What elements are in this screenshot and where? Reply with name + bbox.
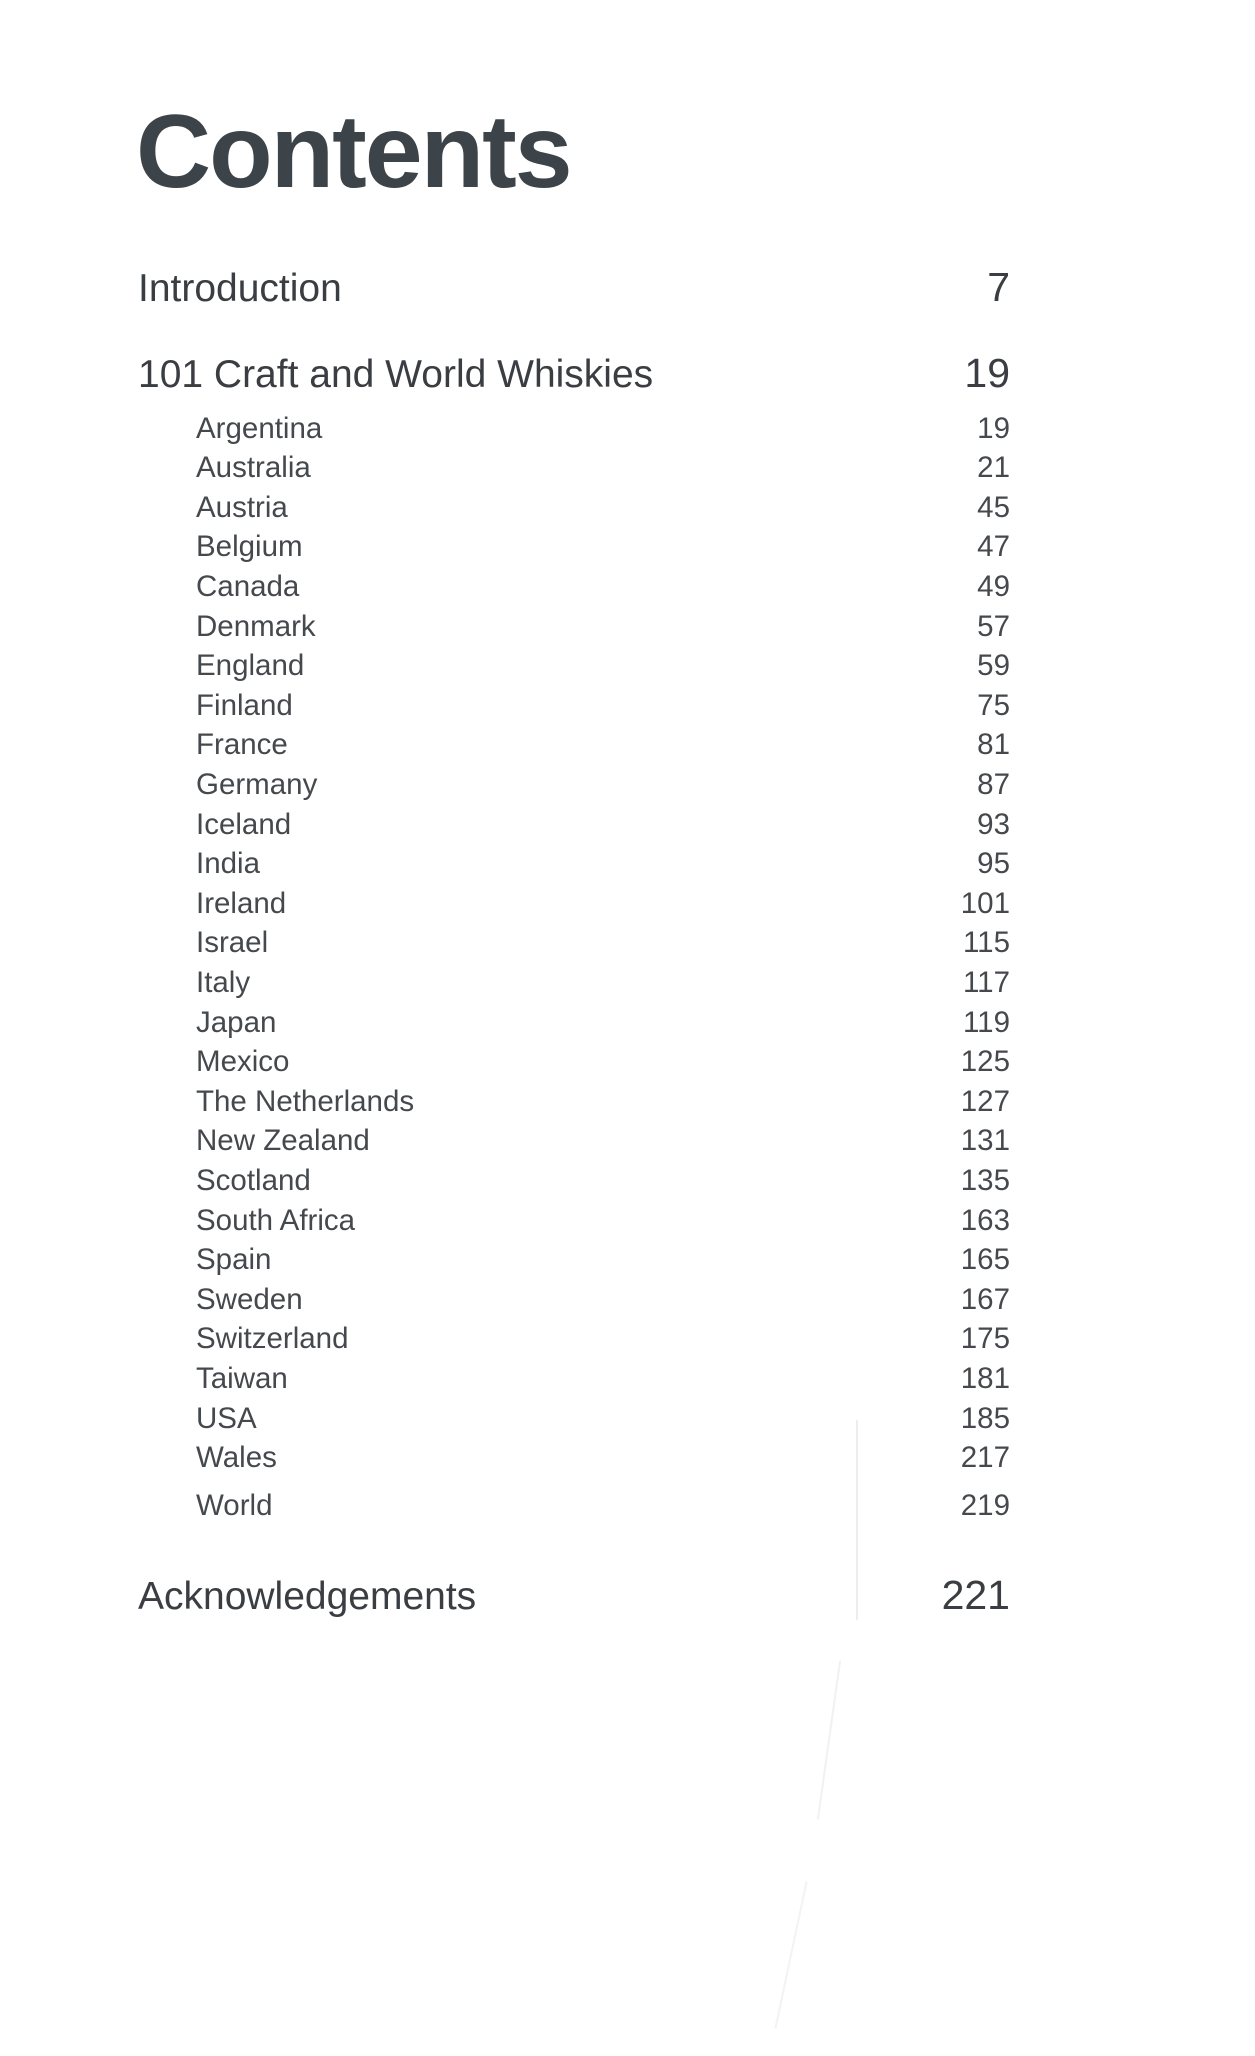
toc-entry-label: India: [196, 847, 260, 881]
toc-entry-label: Finland: [196, 688, 293, 722]
toc-entry-page: 175: [960, 1322, 1010, 1356]
toc-entry-page: 115: [962, 926, 1010, 960]
toc-entry-page: 181: [960, 1361, 1010, 1395]
toc-entry-country[interactable]: [0, 561, 1255, 601]
toc-entry-page: 21: [977, 451, 1010, 485]
toc-entry-page: 87: [977, 767, 1010, 801]
toc-entry-page: 19: [964, 350, 1010, 396]
toc-entry-label: Introduction: [138, 267, 342, 310]
toc-entry-country[interactable]: [0, 878, 1255, 918]
toc-entry-page: 49: [977, 569, 1010, 603]
toc-entry-acknowledgements[interactable]: [0, 1566, 1255, 1616]
toc-entry-country[interactable]: [0, 443, 1255, 483]
toc-entry-country[interactable]: [0, 997, 1255, 1037]
toc-entry-label: USA: [196, 1401, 257, 1435]
toc-entry-country[interactable]: [0, 957, 1255, 997]
toc-entry-country[interactable]: [0, 641, 1255, 681]
toc-entry-label: France: [196, 728, 288, 762]
toc-entry-page: 185: [960, 1401, 1010, 1435]
toc-entry-page: 81: [977, 728, 1010, 762]
toc-entry-page: 131: [960, 1124, 1010, 1158]
toc-entry-country[interactable]: [0, 1116, 1255, 1156]
toc-entry-page: 117: [962, 965, 1010, 999]
toc-entry-country[interactable]: [0, 1433, 1255, 1473]
toc-entry-label: Sweden: [196, 1282, 303, 1316]
toc-entry-page: 95: [977, 847, 1010, 881]
toc-entry-introduction[interactable]: [0, 258, 1255, 308]
toc-entry-page: 57: [977, 609, 1010, 643]
toc-entry-label: Taiwan: [196, 1361, 288, 1395]
toc-entry-country[interactable]: [0, 1274, 1255, 1314]
toc-entry-label: Canada: [196, 569, 300, 603]
toc-entry-country[interactable]: [0, 1037, 1255, 1077]
toc-entry-country[interactable]: [0, 1353, 1255, 1393]
toc-entry-label: Scotland: [196, 1163, 311, 1197]
toc-entry-page: 75: [977, 688, 1010, 722]
toc-entry-page: 45: [977, 490, 1010, 524]
scan-mark: [774, 1881, 807, 2028]
toc-entry-label: Denmark: [196, 609, 316, 643]
toc-entry-label: Germany: [196, 767, 318, 801]
toc-entry-country[interactable]: [0, 720, 1255, 760]
toc-entry-country[interactable]: [0, 799, 1255, 839]
toc-entry-label: New Zealand: [196, 1124, 370, 1158]
toc-entry-country[interactable]: [0, 1480, 1255, 1520]
toc-entry-label: Wales: [196, 1441, 277, 1475]
toc-entry-page: 101: [960, 886, 1010, 920]
toc-entry-page: 165: [960, 1243, 1010, 1277]
toc-entry-label: Ireland: [196, 886, 287, 920]
toc-entry-label: Spain: [196, 1243, 272, 1277]
toc-entry-page: 125: [960, 1045, 1010, 1079]
toc-entry-page: 221: [941, 1572, 1010, 1618]
toc-entry-label: Mexico: [196, 1045, 290, 1079]
toc-entry-label: Australia: [196, 451, 311, 485]
toc-entry-label: Acknowledgements: [138, 1575, 477, 1618]
toc-entry-country[interactable]: [0, 1155, 1255, 1195]
toc-entry-label: The Netherlands: [196, 1084, 415, 1118]
toc-entry-country[interactable]: [0, 403, 1255, 443]
toc-entry-page: 127: [960, 1084, 1010, 1118]
toc-entry-country[interactable]: [0, 1076, 1255, 1116]
toc-entry-page: 47: [977, 530, 1010, 564]
toc-entry-label: Austria: [196, 490, 288, 524]
scan-mark: [817, 1661, 841, 1820]
toc-entry-page: 19: [977, 411, 1010, 445]
toc-entry-label: Japan: [196, 1005, 277, 1039]
toc-entry-country[interactable]: [0, 680, 1255, 720]
toc-entry-section[interactable]: [0, 344, 1255, 394]
toc-entry-country[interactable]: [0, 918, 1255, 958]
toc-entry-page: 7: [987, 264, 1010, 310]
toc-entry-country[interactable]: [0, 839, 1255, 879]
toc-entry-label: World: [196, 1488, 273, 1522]
toc-entry-country[interactable]: [0, 601, 1255, 641]
toc-entry-page: 167: [960, 1282, 1010, 1316]
toc-entry-country[interactable]: [0, 1195, 1255, 1235]
toc-entry-page: 217: [960, 1441, 1010, 1475]
toc-entry-country[interactable]: [0, 522, 1255, 562]
toc-entry-label: Israel: [196, 926, 269, 960]
toc-entry-label: 101 Craft and World Whiskies: [138, 353, 654, 396]
toc-entry-label: Iceland: [196, 807, 292, 841]
toc-entry-page: 93: [977, 807, 1010, 841]
toc-entry-page: 219: [960, 1488, 1010, 1522]
toc-entry-country[interactable]: [0, 482, 1255, 522]
toc-entry-page: 119: [962, 1005, 1010, 1039]
toc-entry-page: 163: [960, 1203, 1010, 1237]
toc-entry-country[interactable]: [0, 1314, 1255, 1354]
page-title: Contents: [136, 94, 571, 210]
toc-entry-page: 59: [977, 649, 1010, 683]
toc-entry-label: Switzerland: [196, 1322, 349, 1356]
toc-entry-country[interactable]: [0, 759, 1255, 799]
toc-entry-page: 135: [960, 1163, 1010, 1197]
toc-entry-label: South Africa: [196, 1203, 356, 1237]
toc-entry-label: Belgium: [196, 530, 303, 564]
toc-entry-label: Argentina: [196, 411, 323, 445]
toc-entry-label: Italy: [196, 965, 251, 999]
toc-entry-country[interactable]: [0, 1393, 1255, 1433]
toc-entry-label: England: [196, 649, 305, 683]
toc-entry-country[interactable]: [0, 1235, 1255, 1275]
